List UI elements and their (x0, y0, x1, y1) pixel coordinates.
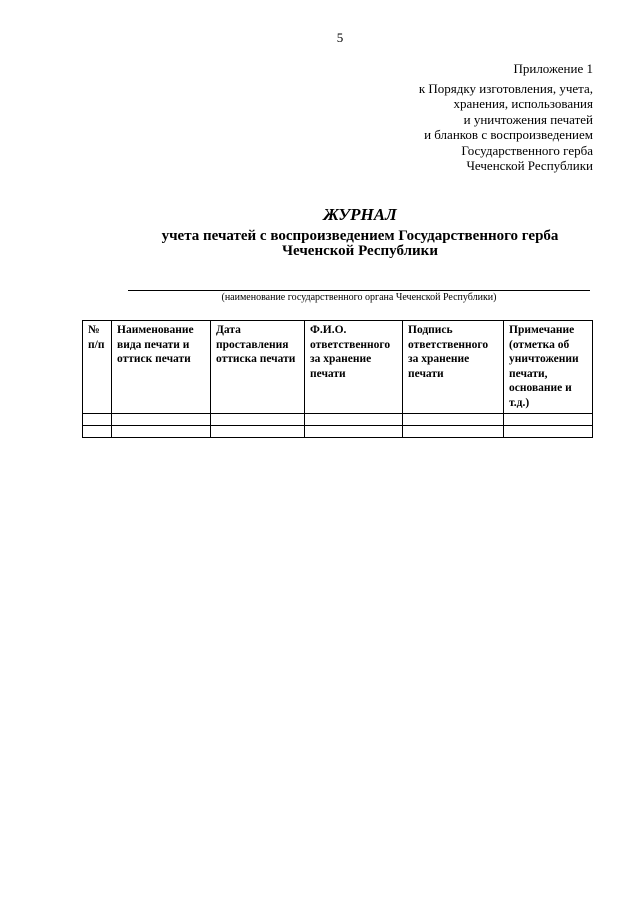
table-cell (211, 426, 305, 438)
organ-name-caption: (наименование государственного органа Чеченской Республики) (221, 292, 497, 303)
page-number: 5 (336, 30, 344, 45)
table-cell (403, 414, 504, 426)
appendix-line: Чеченской Республики (466, 158, 593, 173)
appendix-line: и бланков с воспроизведением (424, 127, 593, 142)
table-cell (504, 414, 593, 426)
appendix-line: хранения, использования (453, 96, 593, 111)
table-cell (504, 426, 593, 438)
table-header-row (83, 321, 593, 414)
table-cell (112, 426, 211, 438)
table-cell (305, 426, 403, 438)
table-cell (403, 426, 504, 438)
column-header-responsible-name: Ф.И.О. ответственного за хранение печати (305, 321, 403, 414)
organ-name-line (128, 290, 590, 291)
appendix-line: Государственного герба (461, 142, 593, 158)
column-header-signature: Подпись ответственного за хранение печати (403, 321, 504, 414)
appendix-line: к Порядку изготовления, учета, (418, 80, 593, 96)
table-row (83, 426, 593, 438)
column-header-date: Дата проставления оттиска печати (211, 321, 305, 414)
table-cell (83, 414, 112, 426)
journal-subtitle-line: Чеченской Республики (282, 243, 438, 259)
table-cell (211, 414, 305, 426)
journal-subtitle (130, 229, 590, 259)
journal-heading: ЖУРНАЛ (323, 205, 397, 224)
column-header-number: № п/п (83, 321, 112, 414)
appendix-title: Приложение 1 (513, 61, 593, 76)
journal-subtitle-line: учета печатей с воспроизведением Государственного герба (161, 228, 559, 244)
column-header-seal-type: Наименование вида печати и оттиск печати (112, 321, 211, 414)
journal-table (82, 320, 593, 438)
table-cell (112, 414, 211, 426)
table-row (83, 414, 593, 426)
appendix-line: и уничтожения печатей (463, 111, 593, 127)
table-cell (305, 414, 403, 426)
table-cell (83, 426, 112, 438)
appendix-block (419, 61, 593, 174)
column-header-note: Примечание (отметка об уничтожении печати, основание и т.д.) (504, 321, 593, 414)
